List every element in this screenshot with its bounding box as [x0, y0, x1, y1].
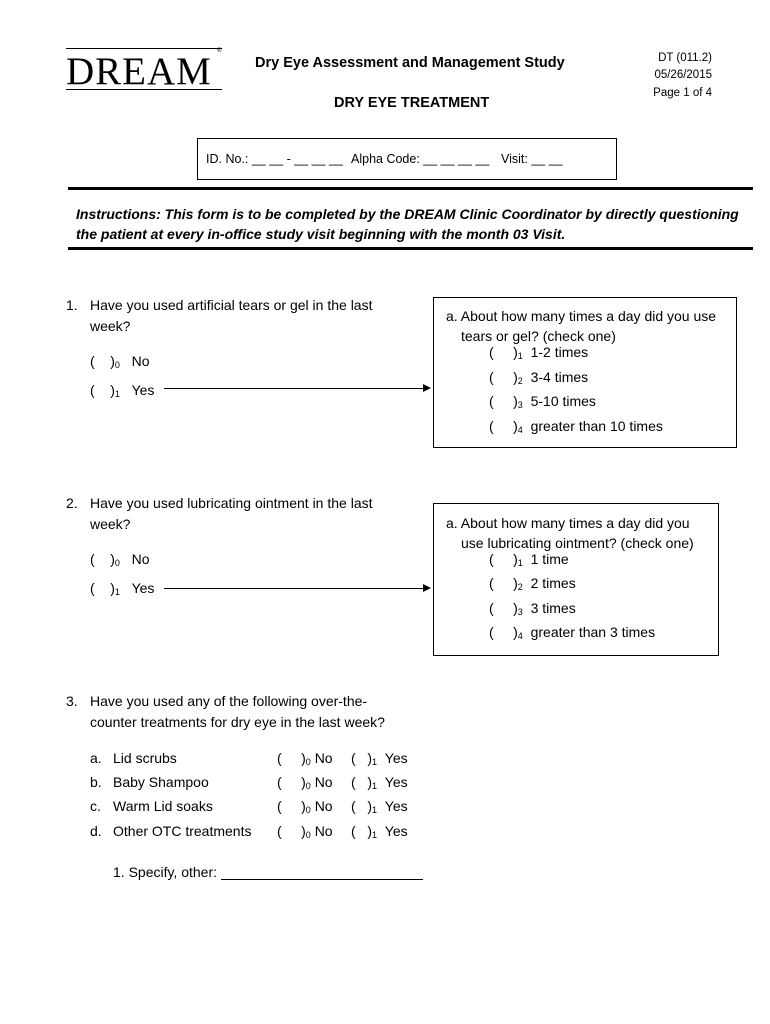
q2a-option[interactable]: ( )$_3$ 3 times — [489, 600, 576, 617]
form-title: DRY EYE TREATMENT — [334, 95, 490, 111]
checkbox[interactable]: ( )$_3$ — [489, 393, 523, 410]
q2a-text-line1: a. About how many times a day did you — [446, 515, 690, 531]
q3-row-no[interactable]: ( )$_0$ No — [277, 774, 333, 791]
checkbox[interactable]: ( )$_1$ — [489, 344, 523, 361]
q3-text-line2: counter treatments for dry eye in the last week? — [90, 714, 385, 730]
checkbox[interactable]: ( )$_4$ — [489, 624, 523, 641]
q3-row-label: Other OTC treatments — [113, 823, 252, 839]
q1-text-line1: Have you used artificial tears or gel in the last — [90, 297, 373, 313]
q3-number: 3. — [66, 693, 78, 709]
q3-text-line1: Have you used any of the following over-the- — [90, 693, 368, 709]
q3-row-yes[interactable]: ( )$_1$ Yes — [351, 823, 408, 840]
instructions-bottom-rule — [68, 247, 753, 250]
study-title: Dry Eye Assessment and Management Study — [255, 55, 565, 71]
id-number-field[interactable]: ID. No.: __ __ - __ __ __ — [206, 152, 343, 166]
checkbox[interactable]: ( )$_2$ — [489, 369, 523, 386]
checkbox[interactable]: ( )$_0$ — [90, 353, 120, 370]
checkbox[interactable]: ( )$_0$ — [277, 750, 311, 767]
q3-row-yes[interactable]: ( )$_1$ Yes — [351, 750, 408, 767]
q1-text-line2: week? — [90, 318, 131, 334]
checkbox[interactable]: ( )$_4$ — [489, 418, 523, 435]
q3-row-yes[interactable]: ( )$_1$ Yes — [351, 774, 408, 791]
checkbox[interactable]: ( )$_1$ — [90, 382, 120, 399]
q1a-text-line1: a. About how many times a day did you use — [446, 308, 717, 324]
q3-row-yes[interactable]: ( )$_1$ Yes — [351, 798, 408, 815]
q3-row-label: Warm Lid soaks — [113, 798, 213, 814]
specify-label: 1. Specify, other: — [113, 864, 218, 880]
q2-yes-arrow — [164, 588, 429, 589]
checkbox[interactable]: ( )$_1$ — [351, 798, 378, 815]
checkbox[interactable]: ( )$_3$ — [489, 600, 523, 617]
instructions: Instructions: This form is to be completed by the DREAM Clinic Coordinator by directly questioning the patient at every in-office study visit beginning with the month 03 Visit. — [76, 206, 739, 242]
checkbox[interactable]: ( )$_0$ — [277, 774, 311, 791]
checkbox[interactable]: ( )$_1$ — [90, 580, 120, 597]
q3-row-no[interactable]: ( )$_0$ No — [277, 750, 333, 767]
alpha-code-field[interactable]: Alpha Code: __ __ __ __ — [351, 152, 490, 166]
q2a-option[interactable]: ( )$_1$ 1 time — [489, 551, 569, 568]
q1a-text-line2: tears or gel? (check one) — [461, 328, 616, 344]
q1a-option[interactable]: ( )$_1$ 1-2 times — [489, 344, 589, 361]
q3-row-no[interactable]: ( )$_0$ No — [277, 823, 333, 840]
checkbox[interactable]: ( )$_1$ — [351, 750, 378, 767]
logo-bottom-rule — [66, 89, 222, 90]
checkbox[interactable]: ( )$_1$ — [489, 551, 523, 568]
q1-yes-arrow — [164, 388, 429, 389]
q3-row-letter: d. — [90, 823, 102, 839]
q3-row-no[interactable]: ( )$_0$ No — [277, 798, 333, 815]
q3-row-label: Lid scrubs — [113, 750, 177, 766]
q1-number: 1. — [66, 297, 78, 313]
q2a-option[interactable]: ( )$_2$ 2 times — [489, 575, 576, 592]
q2-text-line2: week? — [90, 516, 131, 532]
dream-logo: DREAM — [66, 50, 212, 93]
checkbox[interactable]: ( )$_1$ — [351, 774, 378, 791]
id-box — [197, 138, 617, 180]
q2a-option[interactable]: ( )$_4$ greater than 3 times — [489, 624, 656, 641]
q2-number: 2. — [66, 495, 78, 511]
q2-option-no[interactable]: ( )$_0$ No — [90, 551, 150, 568]
form-code: DT (011.2) — [658, 52, 712, 64]
checkbox[interactable]: ( )$_2$ — [489, 575, 523, 592]
form-date: 05/26/2015 — [654, 69, 712, 81]
q1-option-yes[interactable]: ( )$_1$ Yes — [90, 382, 155, 399]
checkbox[interactable]: ( )$_0$ — [90, 551, 120, 568]
page-info: Page 1 of 4 — [653, 87, 712, 99]
q3-row-label: Baby Shampoo — [113, 774, 209, 790]
q3-row-letter: b. — [90, 774, 102, 790]
q1a-option[interactable]: ( )$_4$ greater than 10 times — [489, 418, 663, 435]
q3-row-letter: a. — [90, 750, 102, 766]
q3-specify-other — [113, 864, 423, 880]
visit-field[interactable]: Visit: __ __ — [501, 152, 563, 166]
q1a-option[interactable]: ( )$_2$ 3-4 times — [489, 369, 589, 386]
q2a-text-line2: use lubricating ointment? (check one) — [461, 535, 694, 551]
checkbox[interactable]: ( )$_0$ — [277, 798, 311, 815]
q1-option-no[interactable]: ( )$_0$ No — [90, 353, 150, 370]
checkbox[interactable]: ( )$_0$ — [277, 823, 311, 840]
q1a-option[interactable]: ( )$_3$ 5-10 times — [489, 393, 596, 410]
checkbox[interactable]: ( )$_1$ — [351, 823, 378, 840]
logo-top-rule — [66, 48, 222, 49]
logo-registered-mark: ® — [217, 48, 222, 54]
instructions-top-rule — [68, 187, 753, 190]
q3-row-letter: c. — [90, 798, 101, 814]
q2-text-line1: Have you used lubricating ointment in the last — [90, 495, 373, 511]
q2-option-yes[interactable]: ( )$_1$ Yes — [90, 580, 155, 597]
specify-other-field[interactable] — [221, 865, 423, 880]
